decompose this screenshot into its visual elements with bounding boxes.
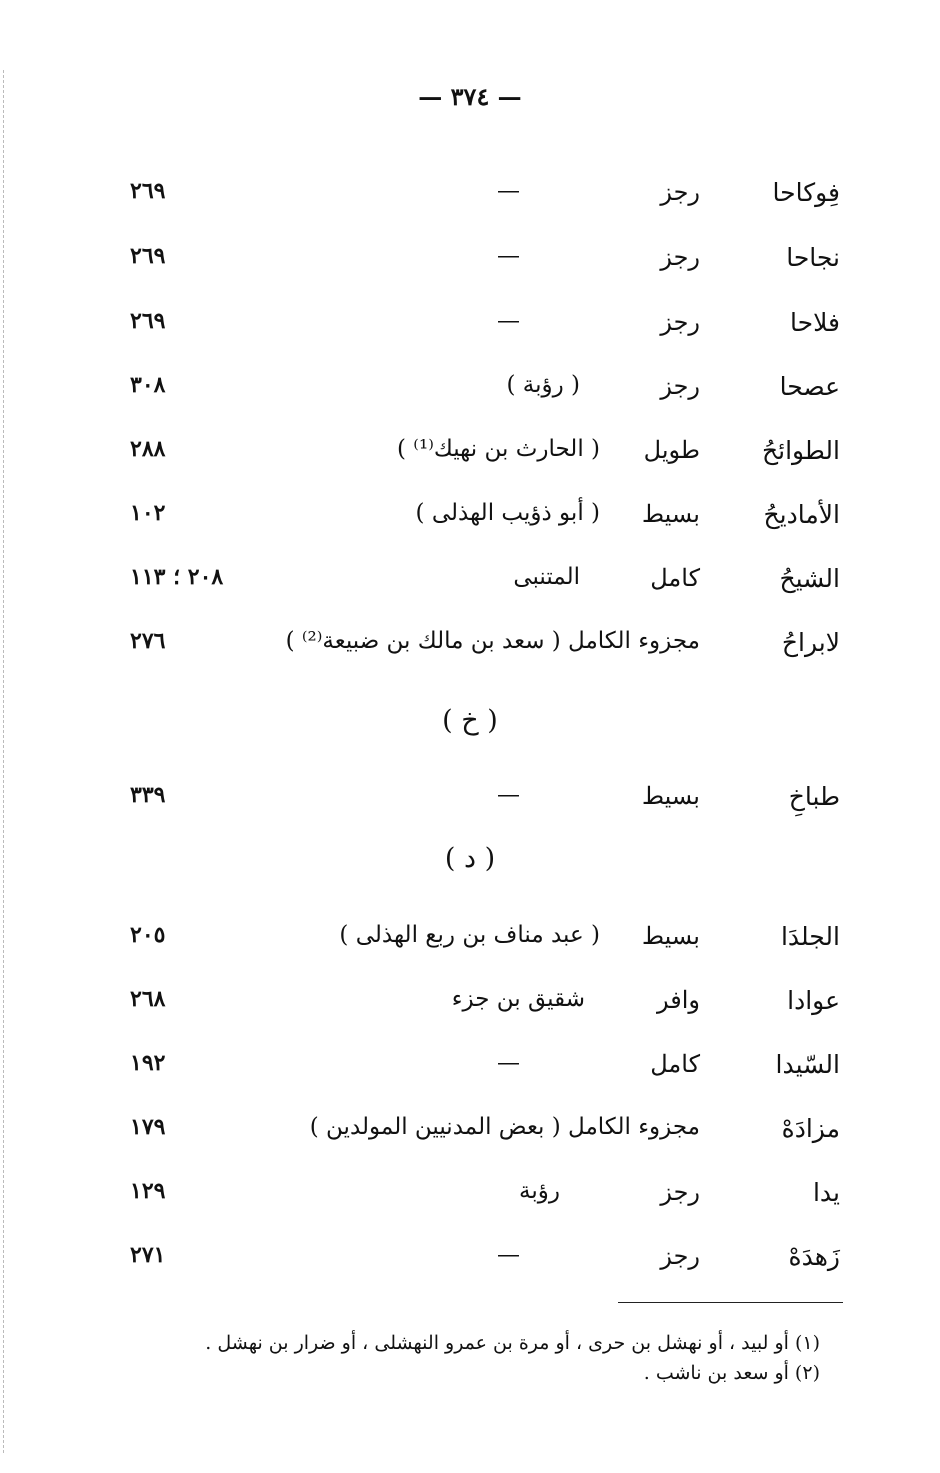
page-refs: ٢٦٨: [130, 986, 166, 1012]
meter: وافر: [657, 986, 700, 1014]
meter: رجز: [660, 178, 700, 206]
page-refs: ١٧٩: [130, 1114, 166, 1140]
meter: رجز: [660, 1242, 700, 1270]
verse-row: [120, 494, 840, 540]
page-refs: ٢٦٩: [130, 243, 166, 269]
meter: كامل: [650, 1050, 700, 1078]
page-refs: ٢٠٨ ؛ ١١٣: [130, 564, 224, 590]
poet: —: [497, 243, 520, 269]
rhyme-word: فِوكاحا: [772, 178, 840, 207]
poet: —: [497, 1242, 520, 1268]
page-refs: ٢٦٩: [130, 178, 166, 204]
verse-row: [120, 172, 840, 218]
rhyme-word: مزادَهْ: [781, 1114, 840, 1143]
rhyme-word: الجلدَا: [780, 922, 840, 951]
poet: مجزوء الكامل ( سعد بن مالك بن ضبيعة⁽²⁾ ): [285, 628, 700, 654]
rhyme-word: السّيدا: [775, 1050, 840, 1079]
meter: بسيط: [641, 782, 700, 810]
rhyme-word: الشيحُ: [779, 564, 840, 593]
page-refs: ٣٠٨: [130, 372, 166, 398]
rhyme-word: لابراحُ: [781, 628, 840, 657]
meter: كامل: [650, 564, 700, 592]
rhyme-word: الأماديحُ: [763, 500, 840, 529]
rhyme-word: فلاحا: [790, 308, 840, 337]
page-refs: ١٠٢: [130, 500, 166, 526]
poet: مجزوء الكامل ( بعض المدنيين المولدين ): [309, 1114, 700, 1140]
rhyme-word: نجاحا: [786, 243, 840, 272]
page-refs: ٢٨٨: [130, 436, 166, 462]
page-refs: ٢٦٩: [130, 308, 166, 334]
section-heading-kha: ( خ ): [442, 705, 498, 736]
poet: المتنبى: [513, 564, 580, 590]
poet: —: [497, 1050, 520, 1076]
meter: رجز: [660, 243, 700, 271]
verse-row: [120, 1172, 840, 1218]
poet: ( عبد مناف بن ربع الهذلى ): [339, 922, 600, 948]
footnote-rule: [618, 1302, 843, 1303]
verse-row: [120, 302, 840, 348]
page-refs: ٢٧٦: [130, 628, 166, 654]
page-number: — ٣٧٤ —: [418, 82, 522, 111]
verse-row: [120, 622, 840, 668]
meter: رجز: [660, 308, 700, 336]
page-refs: ١٢٩: [130, 1178, 166, 1204]
poet: —: [497, 308, 520, 334]
poet: ( أبو ذؤيب الهذلى ): [415, 500, 600, 526]
verse-row: [120, 237, 840, 283]
rhyme-word: عوادا: [787, 986, 840, 1015]
rhyme-word: زَهدَهْ: [788, 1242, 840, 1271]
poet: ( رؤبة ): [506, 372, 580, 398]
rhyme-word: يدا: [812, 1178, 840, 1207]
verse-row: [120, 430, 840, 476]
page-refs: ٢٧١: [130, 1242, 166, 1268]
verse-row: [120, 366, 840, 412]
verse-row: [120, 1108, 840, 1154]
footnotes: [120, 1328, 820, 1388]
poet: رؤبة: [519, 1178, 560, 1204]
rhyme-word: عصحا: [779, 372, 840, 401]
page-refs: ٣٣٩: [130, 782, 166, 808]
meter: رجز: [660, 372, 700, 400]
poet: شقيق بن جزء: [451, 986, 585, 1012]
footnote-1: (١) أو لبيد ، أو نهشل بن حرى ، أو مرة بن عمرو النهشلى ، أو ضرار بن نهشل .: [205, 1332, 820, 1354]
page-edge: [3, 70, 4, 1453]
verse-row: [120, 980, 840, 1026]
section-heading-dal: ( د ): [444, 843, 496, 874]
verse-row: [120, 776, 840, 822]
verse-row: [120, 1236, 840, 1282]
meter: طويل: [643, 436, 700, 464]
rhyme-word: طباخِ: [788, 782, 840, 811]
rhyme-word: الطوائحُ: [761, 436, 840, 465]
meter: بسيط: [641, 922, 700, 950]
poet: —: [497, 178, 520, 204]
poet: ( الحارث بن نهيك⁽¹⁾ ): [397, 436, 600, 462]
page-refs: ١٩٢: [130, 1050, 166, 1076]
meter: رجز: [660, 1178, 700, 1206]
footnote-2: (٢) أو سعد بن ناشب .: [643, 1362, 820, 1384]
verse-row: [120, 558, 840, 604]
verse-row: [120, 1044, 840, 1090]
meter: بسيط: [641, 500, 700, 528]
page-refs: ٢٠٥: [130, 922, 166, 948]
poet: —: [497, 782, 520, 808]
verse-row: [120, 916, 840, 962]
